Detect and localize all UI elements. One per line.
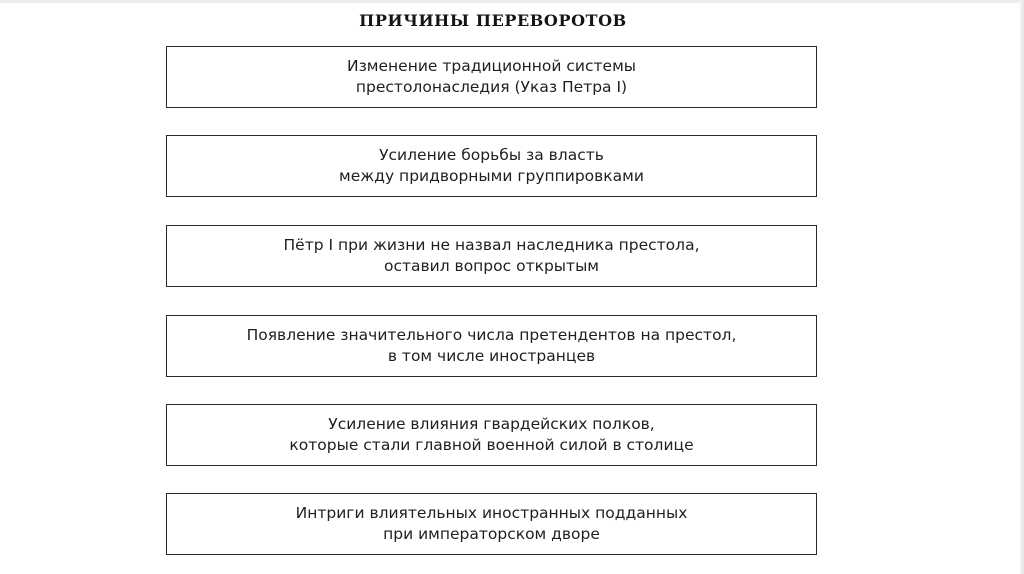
cause-6-line-1: Интриги влиятельных иностранных подданных — [295, 504, 688, 522]
cause-box-2 — [166, 135, 817, 197]
cause-box-1 — [166, 46, 817, 108]
slide-top-edge — [0, 0, 1024, 3]
cause-6-line-2: при императорском дворе — [383, 525, 600, 543]
cause-4-line-2: в том числе иностранцев — [387, 347, 596, 365]
cause-box-5 — [166, 404, 817, 466]
cause-box-6 — [166, 493, 817, 555]
diagram-title: ПРИЧИНЫ ПЕРЕВОРОТОВ — [359, 11, 627, 30]
cause-3-line-2: оставил вопрос открытым — [383, 257, 599, 275]
cause-1-line-1: Изменение традиционной системы — [346, 57, 637, 75]
cause-2-line-2: между придворными группировками — [339, 167, 644, 185]
cause-1-line-2: престолонаследия (Указ Петра I) — [355, 78, 628, 96]
slide-right-edge — [1020, 0, 1024, 574]
cause-3-line-1: Пётр I при жизни не назвал наследника престола, — [283, 236, 700, 254]
cause-4-line-1: Появление значительного числа претендентов на престол, — [246, 326, 737, 344]
cause-box-4 — [166, 315, 817, 377]
cause-2-line-1: Усиление борьбы за власть — [379, 146, 604, 164]
cause-5-line-2: которые стали главной военной силой в столице — [289, 436, 694, 454]
cause-box-3 — [166, 225, 817, 287]
cause-5-line-1: Усиление влияния гвардейских полков, — [328, 415, 655, 433]
